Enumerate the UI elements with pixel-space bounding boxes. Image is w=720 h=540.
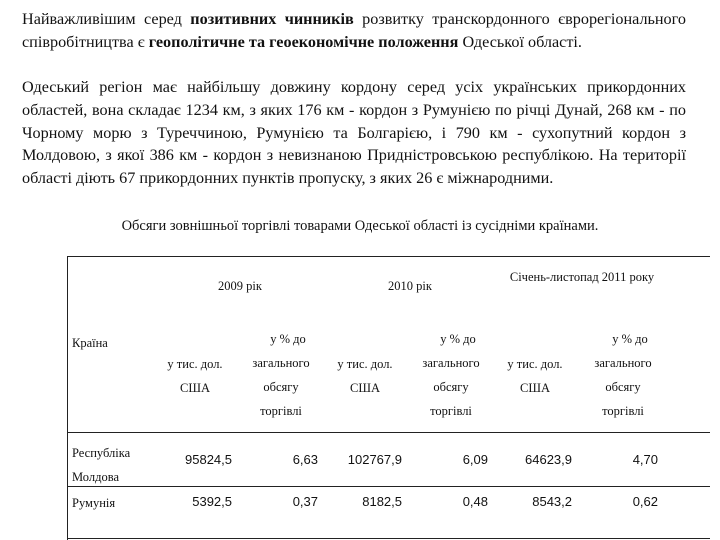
p1-bold-2: геополітичне та геоекономічне положення — [148, 32, 459, 51]
p1-text-2: розвитку транскордонного єврорегіонального співробітництва є — [22, 10, 686, 51]
subheader-usd-line-1: у тис. дол. — [167, 357, 223, 371]
table-top-border — [67, 256, 710, 257]
subheader-pct-2011 — [582, 327, 664, 423]
subheader-pct-2010 — [410, 327, 492, 423]
row-country-moldova: Республіка Молдова — [72, 446, 131, 484]
p1-text-3: Одеської області. — [458, 32, 582, 51]
subheader-pct-line-2: загального — [594, 356, 652, 370]
cell-moldova-2009-pct: 6,63 — [292, 452, 318, 467]
cell-romania-2009-usd: 5392,5 — [192, 494, 232, 509]
subheader-usd-line-2: США — [180, 381, 210, 395]
subheader-pct-line-3: обсягу — [433, 380, 469, 394]
subheader-usd-2009 — [160, 352, 230, 400]
cell-moldova-2011-pct: 4,70 — [632, 452, 658, 467]
subheader-usd-2010 — [330, 352, 400, 400]
subheader-pct-line-4: торгівлі — [602, 404, 644, 418]
table-row — [72, 441, 152, 489]
subheader-pct-line-3: обсягу — [263, 380, 299, 394]
country-header: Країна — [72, 336, 108, 350]
cell-moldova-2010-pct: 6,09 — [462, 452, 488, 467]
cell-moldova-2009-usd: 95824,5 — [185, 452, 232, 467]
p1-bold-1: позитивних чинників — [190, 10, 354, 28]
cell-romania-2011-usd: 8543,2 — [532, 494, 572, 509]
p1-text-1: Найважливішим серед — [22, 10, 191, 28]
subheader-usd-line-2: США — [350, 381, 380, 395]
paragraph-2: Одеський регіон має найбільшу довжину кордону серед усіх українських прикордонних областей, вона складає 1234 км, з яких 176 км - кордон з Румунією по річці Дунай, 268 км - по Чорному морю з Туреччиною, Румунією та Болгарією, і 790 км - сухопутний кордон з Молдовою, з якої 386 км - кордон з невизнаною Придністровською республікою. На території області діють 67 прикордонних пунктів пропуску, з яких 26 є міжнародними. — [22, 78, 686, 188]
subheader-pct-line-3: обсягу — [605, 380, 641, 394]
subheader-pct-line-4: торгівлі — [260, 404, 302, 418]
subheader-pct-line-1: у % до — [440, 332, 476, 346]
subheader-usd-line-2: США — [520, 381, 550, 395]
cell-romania-2010-usd: 8182,5 — [362, 494, 402, 509]
table-row-divider-3 — [67, 538, 710, 539]
subheader-pct-line-1: у % до — [612, 332, 648, 346]
subheader-pct-line-2: загального — [252, 356, 310, 370]
period-header-2009: 2009 рік — [218, 279, 262, 293]
row-country-romania: Румунія — [72, 496, 116, 510]
subheader-usd-2011 — [500, 352, 570, 400]
cell-romania-2010-pct: 0,48 — [462, 494, 488, 509]
subheader-usd-line-1: у тис. дол. — [507, 357, 563, 371]
subheader-pct-line-2: загального — [422, 356, 480, 370]
period-header-2011: Січень-листопад 2011 року — [509, 270, 655, 284]
table-left-border — [67, 256, 68, 540]
table-caption: Обсяги зовнішньої торгівлі товарами Одеської області із сусідніми країнами. — [121, 218, 599, 234]
period-header-2010: 2010 рік — [388, 279, 432, 293]
subheader-pct-line-1: у % до — [270, 332, 306, 346]
cell-romania-2011-pct: 0,62 — [632, 494, 658, 509]
cell-moldova-2011-usd: 64623,9 — [525, 452, 572, 467]
subheader-pct-2009 — [240, 327, 322, 423]
table-row-divider-2 — [67, 486, 710, 487]
cell-moldova-2010-usd: 102767,9 — [347, 452, 402, 467]
subheader-usd-line-1: у тис. дол. — [337, 357, 393, 371]
table-row-divider-1 — [67, 432, 710, 433]
table-row — [72, 496, 152, 510]
subheader-pct-line-4: торгівлі — [430, 404, 472, 418]
cell-romania-2009-pct: 0,37 — [292, 494, 318, 509]
